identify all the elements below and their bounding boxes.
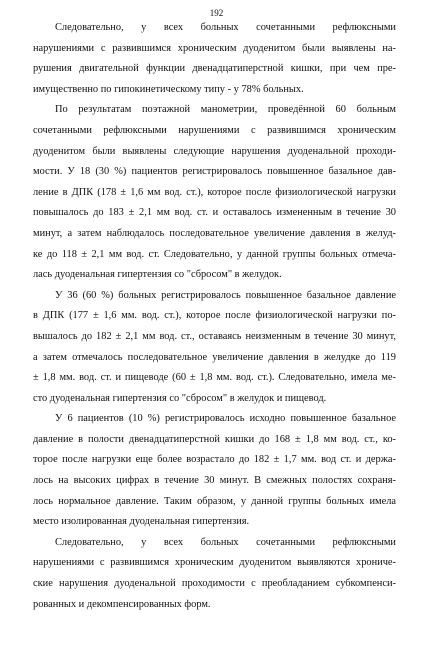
paragraph-group-36-patients [33, 286, 396, 410]
paragraph-group-6-patients [33, 409, 396, 533]
text-line: имущественно по гипокинетическому типу - у 78% больных. [33, 83, 304, 95]
page-number: 192 [209, 8, 224, 18]
text-line: ление в ДПК (178 ± 1,6 мм вод. ст.), которое после физиологической нагрузки [33, 186, 396, 198]
paragraph-final-conclusion [33, 533, 396, 615]
text-line: минут, а затем наблюдалось последовательное увеличение давления в желуд- [33, 227, 396, 239]
text-line: ± 1,8 мм. вод. ст. и пищеводе (60 ± 1,8 мм. вод. ст.). Следовательно, имела ме- [33, 372, 396, 384]
text-line: лось нормальное давление. Таким образом, у данной группы больных имела [33, 495, 396, 507]
paragraph-manometry-results [33, 100, 396, 285]
text-line: дуоденитом были выявлены следующие нарушения дуоденальной проходи- [33, 145, 396, 157]
text-line: У 6 пациентов (10 %) регистрировалось исходно повышенное базальное [55, 413, 396, 425]
text-line: мости. У 18 (30 %) пациентов регистрировалось повышенное базальное дав- [33, 166, 396, 178]
text-line: нарушениями с развившимся хроническим дуоденитом были выявлены на- [33, 42, 396, 54]
text-line: торое после нагрузки еще более возрастало до 182 ± 1,7 мм. вод ст. и держа- [33, 454, 396, 466]
text-line: сочетанными рефлюксными нарушениями с развившимся хроническим [33, 124, 396, 136]
text-line: Следовательно, у всех больных сочетанными рефлюксными [55, 22, 396, 33]
text-line: сто дуоденальная гипертензия со "сбросом" в желудок и пищевод. [33, 392, 327, 404]
text-line: вышалось до 182 ± 2,1 мм вод. ст., оставаясь неизменным в течение 30 минут, [33, 330, 396, 342]
text-line: рованных и декомпенсированных форм. [33, 598, 211, 610]
text-line: ке до 118 ± 2,1 мм вод. ст. Следовательно, у данной группы больных отмеча- [33, 248, 396, 260]
text-line: По результатам поэтажной манометрии, проведённой 60 больным [55, 104, 396, 116]
text-line: ские нарушения дуоденальной проходимости с преобладанием субкомпенси- [33, 578, 396, 590]
text-line: Следовательно, у всех больных сочетанными рефлюксными [55, 536, 396, 548]
text-line: а затем отмечалось последовательное увеличение давления в желудке до 119 [33, 351, 396, 363]
text-line: лась дуоденальная гипертензия со "сбросом" в желудок. [33, 269, 282, 281]
text-line: рушения двигательной функции двенадцатиперстной кишки, при чем пре- [33, 63, 396, 75]
text-line: место изолированная дуоденальная гипертензия. [33, 516, 250, 528]
document-body [33, 18, 396, 615]
text-line: повышалось до 183 ± 2,1 мм вод. ст. и оставалось измененным в течение 30 [33, 207, 396, 219]
paragraph-conclusion-motility [33, 18, 396, 100]
text-line: нарушениями с развившимся хроническим дуоденитом выявляются хрониче- [33, 557, 396, 569]
text-line: У 36 (60 %) больных регистрировалось повышенное базальное давление [55, 289, 396, 301]
text-line: лось на высоких цифрах в течение 30 минут. В смежных полостях сохраня- [33, 475, 396, 487]
text-line: давление в полости двенадцатиперстной кишки до 168 ± 1,8 мм вод. ст., ко- [33, 433, 396, 445]
text-line: в ДПК (177 ± 1,6 мм. вод. ст.), которое после физиологической нагрузки по- [33, 310, 396, 322]
